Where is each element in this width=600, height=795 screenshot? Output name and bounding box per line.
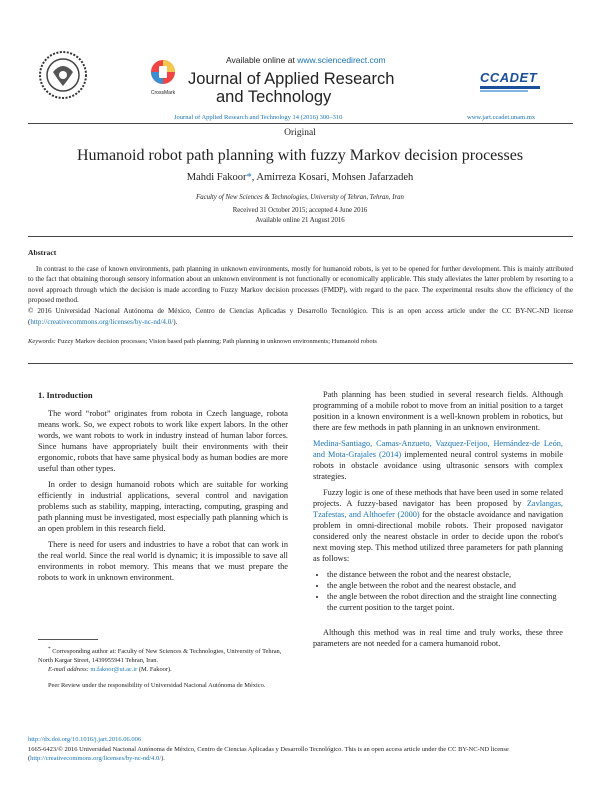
list-item: • the distance between the robot and the nearest obstacle, <box>327 569 563 580</box>
received-dates: Received 31 October 2015; accepted 4 June 2016 <box>232 207 368 214</box>
article-title: Humanoid robot path planning with fuzzy Markov decision processes <box>76 147 524 164</box>
journal-citation: Journal of Applied Research and Technology 14 (2016) 300–310 <box>174 114 343 121</box>
abstract-heading: Abstract <box>28 248 57 257</box>
footnote-email: E-mail address: m.fakoor@ut.ac.ir (M. Fakoor). <box>48 666 172 674</box>
abstract <box>28 248 573 348</box>
right-paragraph-2: Medina-Santiago, Camas-Anzueto, Vazquez-Feijoo, Hernández-de León, and Mota-Grajales (2014) implemented neural control systems in mobile robots in obstacle avoidance using ultrasonic sensors with complex strategies. <box>313 439 563 481</box>
keywords: Keywords: Fuzzy Markov decision processes; Vision based path planning; Path planning in unknown environments; Humanoid robots <box>28 338 377 346</box>
intro-paragraph-2: In order to design humanoid robots which are suitable for working efficiently in industrial applications, several control and navigation problems such as stability, mapping, interacting, computing, grasping and path planning must be investigated, most especially path planning which is an open problem in this research field. <box>38 480 288 533</box>
footnote-corresponding: * Corresponding author at: Faculty of New Sciences & Technologies, University of Tehran, North Kargar Street, 1439955941 Tehran, Iran. <box>38 646 282 665</box>
crossmark-label: CrossMark <box>150 90 176 96</box>
sciencedirect-link[interactable]: www.sciencedirect.com <box>297 55 386 65</box>
list-item: • the angle between the robot direction and the straight line connecting the current position to the target point. <box>327 591 563 613</box>
doi-link[interactable]: http://dx.doi.org/10.1016/j.jart.2016.06.006 <box>28 736 142 743</box>
peer-review-note: Peer Review under the responsibility of Universidad Nacional Autónoma de México. <box>48 682 266 690</box>
right-paragraph-1: Path planning has been studied in several research fields. Although programming of a mobile robot to move from an initial position to a target position in a known environment is a well-known problem in robotics, but there are few methods in path planning in an unknown environment. <box>313 390 563 432</box>
authors: Mahdi Fakoor*, Amirreza Kosari, Mohsen Jafarzadeh <box>186 172 414 183</box>
article-type: Original <box>284 128 316 138</box>
affiliation: Faculty of New Sciences & Technologies, University of Tehran, Tehran, Iran <box>196 194 404 201</box>
available-online-date: Available online 21 August 2016 <box>255 217 345 224</box>
citation-medina[interactable]: Medina-Santiago, Camas-Anzueto, Vazquez-Feijoo, Hernández-de León, and Mota-Grajales (2014) <box>313 439 563 459</box>
university-seal <box>38 50 88 100</box>
right-paragraph-3: Fuzzy logic is one of these methods that have been used in some related projects. A fuzzy-based navigator has been proposed by Zavlangas, Tzafestas, and Althoefer (2000) for the obstacle avoidance and navigation problem in omni-directional mobile robots. Their proposed navigator considered only the nearest obstacle in order to decide upon the robot's next moving step. This method utilized three parameters for path planning as follows: <box>313 488 563 563</box>
journal-url[interactable]: www.jart.ccadet.unam.mx <box>467 114 536 121</box>
ccadet-logo: CCADET <box>480 70 548 96</box>
footnotes <box>38 645 288 690</box>
email-link[interactable]: m.fakoor@ut.ac.ir <box>90 666 138 674</box>
corresponding-author-mark[interactable]: * <box>246 172 252 183</box>
parameter-list <box>313 569 563 613</box>
left-column <box>38 390 288 588</box>
footer-license-link[interactable]: http://creativecommons.org/licenses/by-nc-nd/4.0/ <box>30 755 162 762</box>
abstract-copyright: © 2016 Universidad Nacional Autónoma de México, Centro de Ciencias Aplicadas y Desarrollo Tecnológico. This is an open access article under the CC BY-NC-ND license (http://creativecommons.org/licenses/by-nc-nd/4.0/). <box>28 306 573 326</box>
footnote-rule <box>38 639 98 640</box>
intro-paragraph-3: There is need for users and industries to have a robot that can work in the real world. Since the real world is dynamic; it is impossible to save all environments in robot memory. This means that we must prepare the robots to work in unknown environment. <box>38 540 288 582</box>
journal-title: Journal of Applied Research and Technology <box>188 70 395 106</box>
abstract-body: In contrast to the case of known environments, path planning in unknown environments, mostly for humanoid robots, is yet to be opened for further development. This is mainly attributed to the fact that obtaining thorough sensory information about an unknown environment is not functionally or economically applicable. This study alleviates the latter problem by resorting to a novel approach through which the decision is made according to Fuzzy Markov decision processes (FMDP), with regard to the pace. The experimental results show the efficiency of the proposed method. <box>28 264 573 305</box>
footer-license: 1665-6423/© 2016 Universidad Nacional Autónoma de México, Centro de Ciencias Aplicadas y Desarrollo Tecnológico. This is an open access article under the CC BY-NC-ND license (http://creativecommons.org/licenses/by-nc-nd/4.0/). <box>28 745 509 762</box>
citation-zavlangas[interactable]: Zavlangas, Tzafestas, and Althoefer (2000) <box>313 499 563 519</box>
license-link[interactable]: http://creativecommons.org/licenses/by-nc-nd/4.0/ <box>30 317 174 326</box>
right-paragraph-4: Although this method was in real time and truly works, these three parameters are not needed for a camera humanoid robot. <box>313 628 563 648</box>
page-footer <box>28 735 573 764</box>
section-heading: 1. Introduction <box>38 390 93 400</box>
crossmark-icon[interactable] <box>148 58 178 94</box>
available-online: Available online at www.sciencedirect.com <box>226 55 386 65</box>
intro-paragraph-1: The word “robot” originates from robota in Czech language, robota means work. So, we expect robots to work like expert labors. In the other words, we want robots to work in industry instead of human labor forces. Since humans have appropriately built their environments with their ergonomic, robots that have same physical body as human bodies are more useful than other types. <box>38 409 288 473</box>
right-column <box>313 389 563 654</box>
list-item: • the angle between the robot and the nearest obstacle, and <box>327 580 563 591</box>
